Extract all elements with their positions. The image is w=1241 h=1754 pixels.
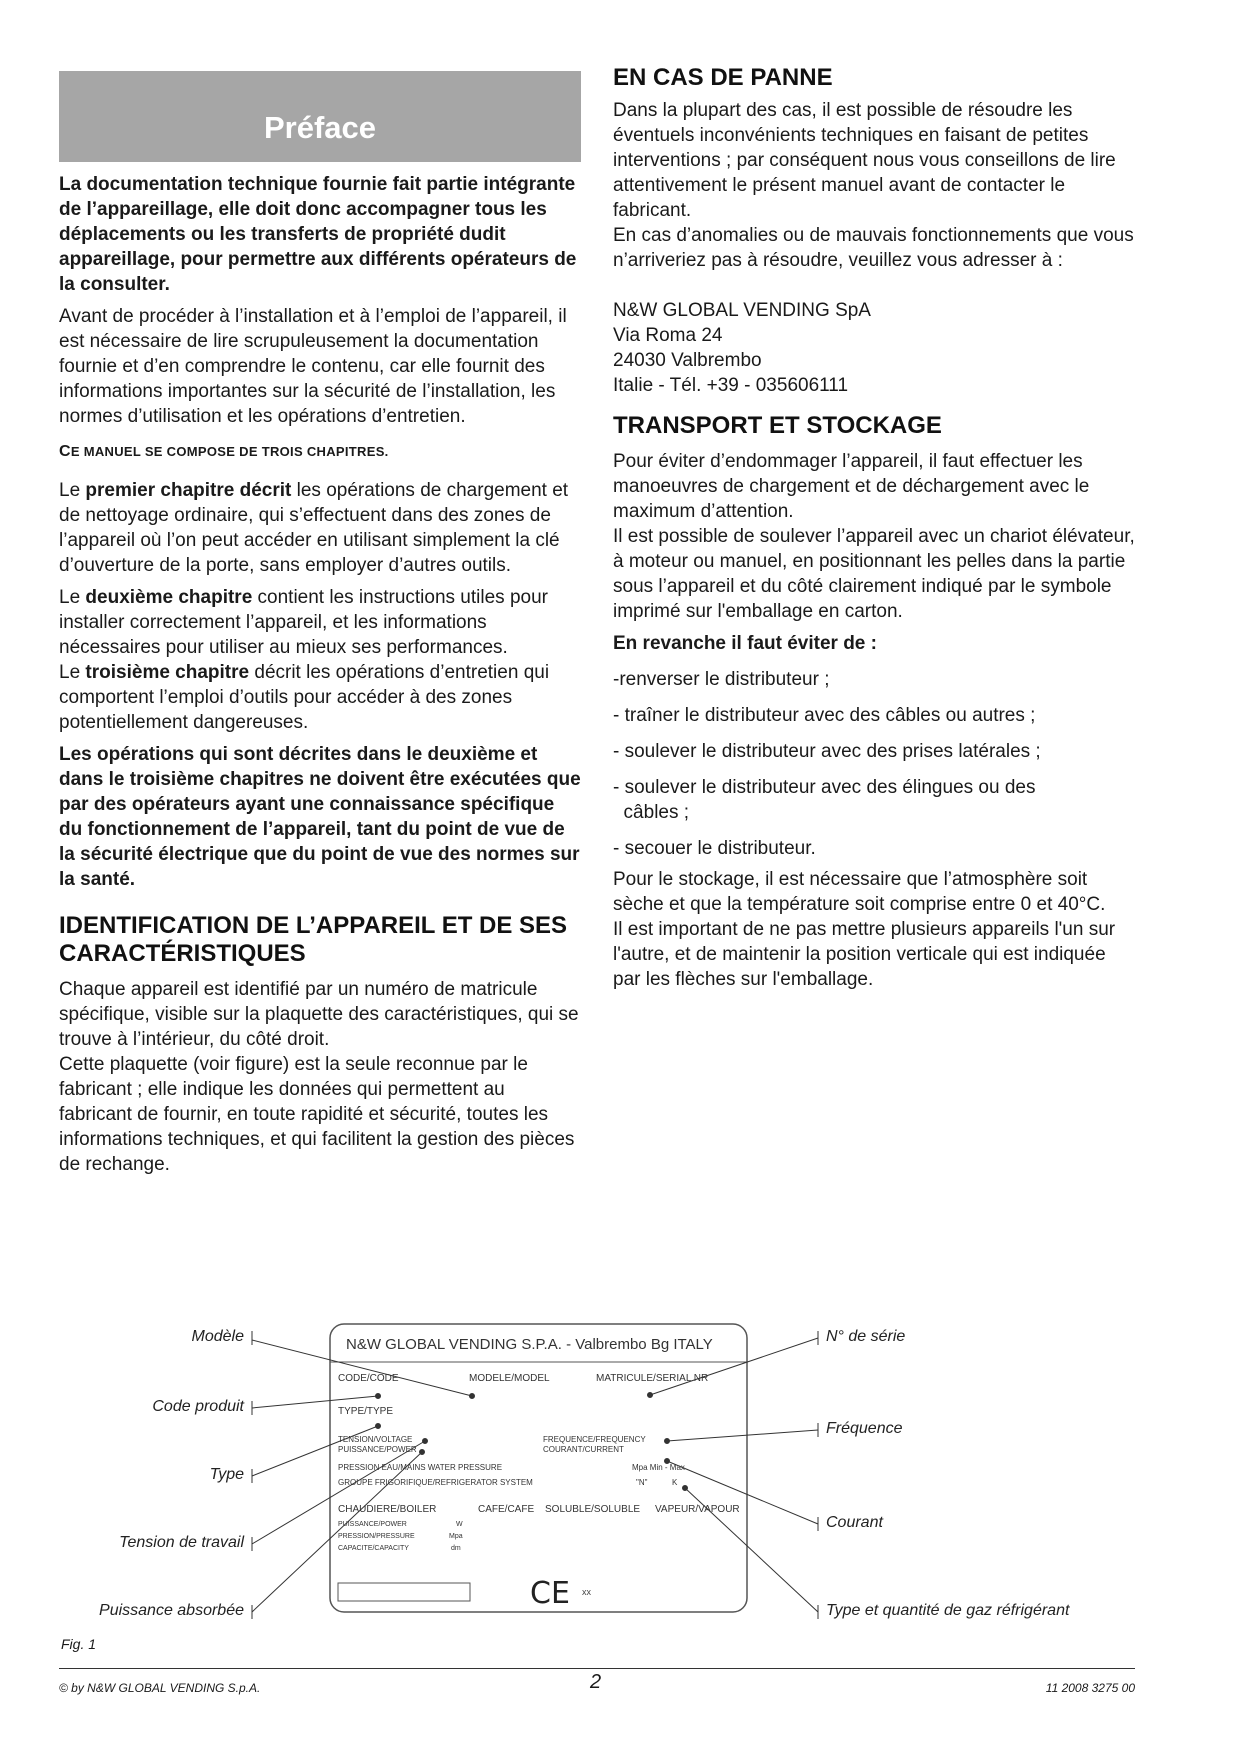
transport-paragraph-1: Pour éviter d’endommager l’appareil, il faut effectuer les manoeuvres de chargement et de déchargement avec le maximum d’attention.	[613, 451, 1090, 522]
plate-type: TYPE/TYPE	[338, 1406, 394, 1417]
plate-k: K	[672, 1478, 678, 1487]
para-first-chapter: Le premier chapitre décrit les opérations de chargement et de nettoyage ordinaire, qui s’effectuent dans des zones de l’appareil où l’on peut accéder en utilisant simplement la clé d’ouverture de la porte, sans employer d’autres outils.	[59, 480, 569, 576]
plate-sub-capacity-unit: dm	[451, 1545, 461, 1552]
plate-pression: PRESSION EAU/MAINS WATER PRESSURE	[338, 1463, 503, 1472]
footer-rule	[59, 1668, 1135, 1669]
address-company: N&W GLOBAL VENDING SpA	[613, 300, 871, 321]
label-modele: Modèle	[191, 1328, 244, 1345]
plate-puissance: PUISSANCE/POWER	[338, 1445, 417, 1454]
plate-chaudiere: CHAUDIERE/BOILER	[338, 1504, 437, 1515]
plate-cafe: CAFE/CAFE	[478, 1504, 535, 1515]
plate-frequence: FREQUENCE/FREQUENCY	[543, 1435, 646, 1444]
footer-reference: 11 2008 3275 00	[1045, 1681, 1135, 1695]
label-code-produit: Code produit	[152, 1398, 244, 1415]
para-installation: Avant de procéder à l’installation et à l’emploi de l’appareil, il est nécessaire de lire scrupuleusement la documentation fournie et d’en comprendre le contenu, car elle fournit des informations importantes sur la sécurité de l’installation, les normes d’utilisation et les opérations d’entretien.	[59, 306, 567, 427]
list-item: - traîner le distributeur avec des câbles ou autres ;	[613, 705, 1036, 726]
plate-courant: COURANT/CURRENT	[543, 1445, 624, 1454]
label-puissance: Puissance absorbée	[99, 1602, 244, 1619]
ce-mark-icon: CE	[530, 1576, 570, 1611]
panne-paragraph-2: En cas d’anomalies ou de mauvais fonctionnements que vous n’arriveriez pas à résoudre, veuillez vous adresser à :	[613, 225, 1134, 271]
address-block	[613, 298, 1135, 398]
plate-sub-power: PUISSANCE/POWER	[338, 1521, 407, 1528]
left-column	[59, 71, 581, 1184]
plate-groupe: GROUPE FRIGORIFIQUE/REFRIGERATOR SYSTEM	[338, 1478, 533, 1487]
label-gaz: Type et quantité de gaz réfrigérant	[826, 1602, 1070, 1619]
plate-vapeur: VAPEUR/VAPOUR	[655, 1504, 740, 1515]
address-phone: Italie - Tél. +39 - 035606111	[613, 375, 849, 396]
plate-sub-pressure: PRESSION/PRESSURE	[338, 1533, 415, 1540]
ident-paragraph-2: Cette plaquette (voir figure) est la seule reconnue par le fabricant ; elle indique les données qui permettent au fabricant de fournir, en toute rapidité et sécurité, toutes les informations techniques, et qui facilitent la gestion des pièces de rechange.	[59, 1054, 575, 1175]
heading-panne: EN CAS DE PANNE	[613, 64, 833, 91]
label-serie: N° de série	[826, 1328, 906, 1345]
list-item: - secouer le distributeur.	[613, 838, 816, 859]
plate-modele: MODELE/MODEL	[469, 1373, 550, 1384]
address-city: 24030 Valbrembo	[613, 350, 762, 371]
address-street: Via Roma 24	[613, 325, 723, 346]
plate-sub-capacity: CAPACITE/CAPACITY	[338, 1545, 409, 1552]
plate-tension: TENSION/VOLTAGE	[338, 1435, 413, 1444]
preface-title: Préface	[263, 110, 377, 145]
para-second-chapter: Le deuxième chapitre contient les instructions utiles pour installer correctement l’appareil, et les informations nécessaires pour utiliser au mieux ses performances.	[59, 587, 548, 658]
para-third-chapter: Le troisième chapitre décrit les opérations d’entretien qui comportent l’emploi d’outils pour accéder à des zones potentiellement dangereuses.	[59, 662, 550, 733]
warning-paragraph: Les opérations qui sont décrites dans le deuxième et dans le troisième chapitres ne doivent être exécutées que par des opérateurs ayant une connaissance spécifique du fonctionnement de l’appareil, tant du point de vue de la sécurité électrique que du point de vue des normes sur la santé.	[59, 744, 581, 890]
plate-n: "N"	[636, 1478, 648, 1487]
intro-paragraph: La documentation technique fournie fait partie intégrante de l’appareillage, elle doit donc accompagner tous les déplacements ou les transferts de propriété dudit appareillage, pour permettre aux différents opérateurs de la consulter.	[59, 174, 577, 295]
avoid-list	[613, 667, 1135, 861]
label-tension: Tension de travail	[119, 1534, 244, 1551]
plate-xx: xx	[582, 1587, 591, 1597]
panne-paragraph-1: Dans la plupart des cas, il est possible de résoudre les éventuels inconvénients techniques en faisant de petites interventions ; par conséquent nous vous conseillons de lire attentivement le présent manuel avant de contacter le fabricant.	[613, 100, 1116, 221]
list-item: -renverser le distributeur ;	[613, 669, 830, 690]
storage-paragraph-2: Il est important de ne pas mettre plusieurs appareils l'un sur l'autre, et de maintenir la position verticale qui est indiquée par les flèches sur l'emballage.	[613, 919, 1116, 990]
storage-paragraph-1: Pour le stockage, il est nécessaire que l’atmosphère soit sèche et que la température soit comprise entre 0 et 40°C.	[613, 869, 1106, 915]
transport-paragraph-2: Il est possible de soulever l’appareil avec un chariot élévateur, à moteur ou manuel, en positionnant les pelles dans la partie sous l’appareil et du côté clairement indiqué par le symbole imprimé sur l'emballage en carton.	[613, 526, 1135, 622]
plate-matricule: MATRICULE/SERIAL NR	[596, 1373, 709, 1384]
figure-identification-plate	[0, 1300, 1241, 1660]
list-item: - soulever le distributeur avec des prises latérales ;	[613, 741, 1041, 762]
figure-caption: Fig. 1	[61, 1636, 97, 1652]
footer-copyright: © by N&W GLOBAL VENDING S.p.A.	[59, 1681, 261, 1695]
avoid-heading: En revanche il faut éviter de :	[613, 633, 877, 654]
heading-transport: TRANSPORT ET STOCKAGE	[613, 412, 942, 439]
chapters-smallcaps: CE MANUEL SE COMPOSE DE TROIS CHAPITRES.	[59, 443, 389, 460]
list-item: - soulever le distributeur avec des élingues ou des câbles ;	[613, 777, 1036, 823]
plate-sub-power-unit: W	[456, 1521, 463, 1528]
heading-identification: IDENTIFICATION DE L’APPAREIL ET DE SES CARACTÉRISTIQUES	[59, 912, 568, 967]
plate-title: N&W GLOBAL VENDING S.P.A. - Valbrembo Bg ITALY	[346, 1336, 713, 1353]
right-column	[613, 64, 1135, 999]
plate-soluble: SOLUBLE/SOLUBLE	[545, 1504, 641, 1515]
plate-sub-pressure-unit: Mpa	[449, 1533, 463, 1540]
plate-mpa: Mpa Min - Max	[632, 1463, 685, 1472]
label-type: Type	[209, 1466, 244, 1483]
ident-paragraph-1: Chaque appareil est identifié par un numéro de matricule spécifique, visible sur la plaquette des caractéristiques, qui se trouve à l’intérieur, du côté droit.	[59, 979, 579, 1050]
label-frequence: Fréquence	[826, 1420, 903, 1437]
preface-banner	[59, 71, 581, 162]
label-courant: Courant	[826, 1514, 883, 1531]
page-number: 2	[590, 1671, 602, 1693]
plate-code: CODE/CODE	[338, 1373, 399, 1384]
